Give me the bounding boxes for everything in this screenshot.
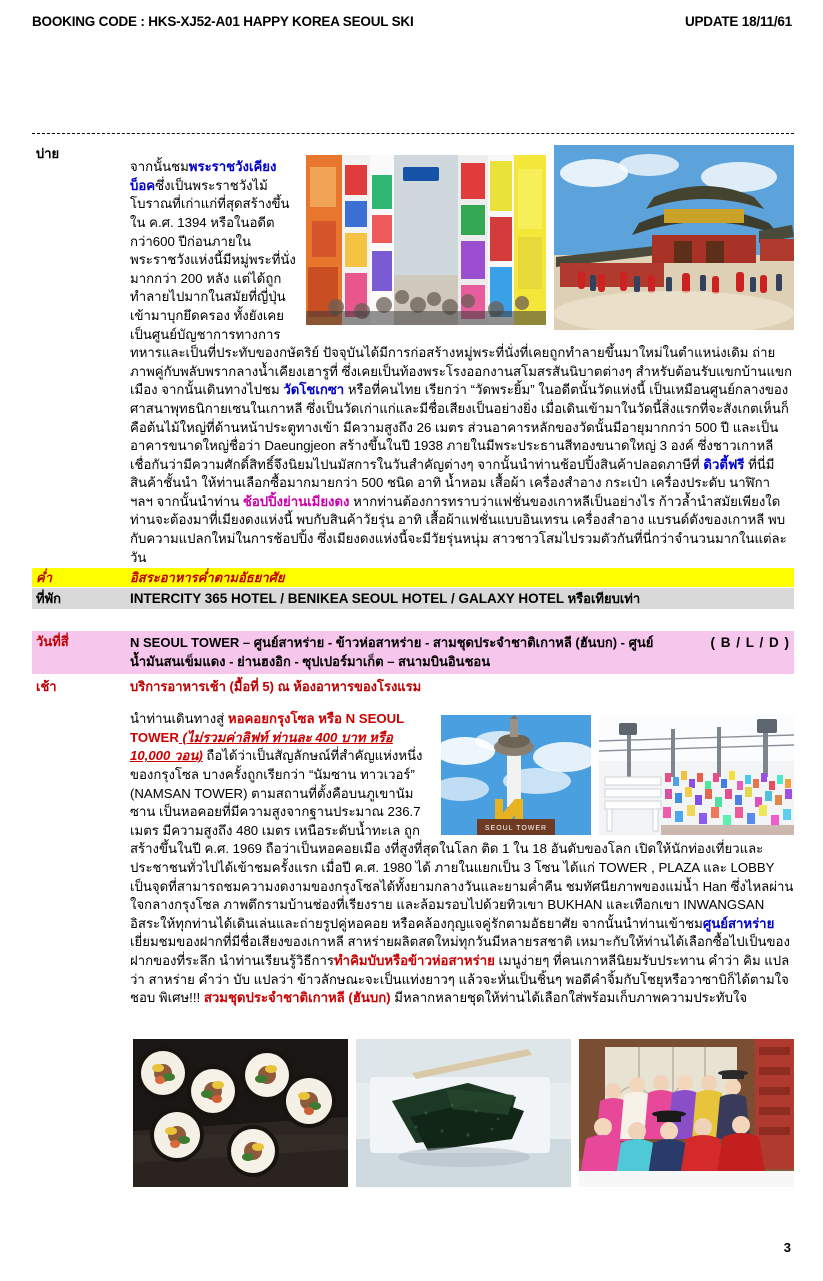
hotel-list: INTERCITY 365 HOTEL / BENIKEA SEOUL HOTEL / GALAXY HOTEL	[130, 590, 568, 606]
myeongdong-street-photo	[306, 155, 546, 325]
day4-title-line1: N SEOUL TOWER – ศูนย์สาหร่าย - ข้าวห่อสาหร่าย - สามชุดประจำชาติเกาหลี (ฮันบก) - ศูนย์	[130, 635, 654, 650]
dinner-label: ค่ำ	[36, 569, 52, 585]
gyeongbokgung-palace-photo	[554, 145, 794, 330]
morning-row	[32, 678, 794, 695]
afternoon-body	[130, 145, 794, 580]
page-number: 3	[783, 1240, 791, 1255]
afternoon-text-2: ซึ่งเป็นพระราชวังไม้โบราณที่เก่าแก่ที่สุดสร้างขึ้นใน ค.ศ. 1394 หรือในอดีตกว่า600 ปีก่อนภายในพระราชวังแห่งนี้มีหมู่พระที่นั่งมากกว่า 200 หลัง แต่ได้ถูกทำลายไปมากในสมัยที่ญี่ปุ่นเข้ามาบุกยึดครอง ทั้งยังเคยเป็นศูนย์บัญชาการทางการทหารและเป็นที่ประทับของกษัตริย์ ปัจจุบันได้มีการก่อสร้างหมู่พระที่นั่งที่เคยถูกทำลายขึ้นมาใหม่ในตำแหน่งเดิม ถ่ายภาพคู่กับพลับพรากลางน้ำเคียงเฮารูที่ ซึ่งเคยเป็นท้องพระโรงออกงานสโมสรสันนิบาตต่างๆ สำหรับต้อนรับแขกบ้านแขกเมือง จากนั้นเดินทางไปชม	[130, 177, 792, 398]
lift-fee-note: (ไม่รวมค่าลิฟท์ ท่านละ 400 บาท หรือ 10,000 วอน)	[130, 729, 393, 764]
day4-text-1: นำท่านเดินทางสู่	[130, 711, 228, 727]
kimbap-photo	[133, 1039, 348, 1187]
kimbap-highlight: ทำคิมบับหรือข้าวห่อสาหร่าย	[333, 952, 495, 968]
booking-code: BOOKING CODE : HKS-XJ52-A01 HAPPY KOREA SEOUL SKI	[32, 14, 414, 29]
myeongdong-highlight: ช้อปปิ้งย่านเมียงดง	[242, 493, 350, 509]
day4-text-2: ถือได้ว่าเป็นสัญลักษณ์ที่สำคัญแห่งหนึ่งของกรุงโซล บางครั้งถูกเรียกว่า “นัมซาน ทาวเวอร์” (NAMSAN TOWER) ตามสถานที่ตั้งคือบนภูเขานัมซาน เป็นหอคอยที่มีความสูงจากฐานประมาณ 236.7 เมตร มีความสูงถึง 480 เมตร เหนือระดับน้ำทะเล ถูกสร้างขึ้นในปี ค.ศ. 1969 ถือว่าเป็นหอคอยเมือ งที่สูงที่สุดในโลก ติด 1 ใน 18 อันดับของโลก เปิดให้นักท่องเที่ยวและประชาชนทั่วไปได้เข้าชมครั้งแรก เมื่อปี ค.ศ. 1980 ได้ ภายในแยกเป็น 3 โซน ได้แก่ TOWER , PLAZA และ LOBBY เป็นจุดที่สามารถชมความงดงามของกรุงโซลได้ทั้งยามกลางวันและยามค่ำคืน ชมทัศนียภาพของแม่น้ำ Han ซึ่งไหลผ่านใจกลางกรุงโซล ภาพตึกรามบ้านช่องที่เรียงราย และล้อมรอบไปด้วยทิวเขา BUKHAN และเทือกเขา INWANGSAN อิสระให้ทุกท่านได้เดินเล่นและถ่ายรูปคู่หอคอย หรือคล้องกุญแจคู่รักตามอัธยาศัย จากนั้นนำท่านเข้าชม	[130, 748, 794, 931]
hotel-names	[130, 590, 794, 608]
duty-free-highlight: ดิวตี้ฟรี	[703, 456, 745, 472]
dinner-row	[32, 568, 794, 587]
hotel-row	[32, 588, 794, 609]
page-header	[32, 14, 792, 29]
afternoon-section	[32, 145, 794, 580]
day4-text-4: เมนูง่ายๆ ที่คนเกาหลีนิยมรับประทาน คำว่า คิม แปลว่า สาหร่าย คำว่า บับ แปลว่า ข้าวลักษณะจะเป็นแท่งยาวๆ แล้วจะหั่นเป็นชิ้นๆ พอดีคำจิ้มกับโชยุหรือวาซาบิก็ได้ตามใจชอบ พิเศษ!!!	[130, 952, 790, 1006]
day4-label: วันที่สี่	[36, 634, 69, 649]
day4-text-3: เยี่ยมชมของฝากที่มีชื่อเสียงของเกาหลี สาหร่ายผลิตสดใหม่ทุกวันมีหลายรสชาติ เหมาะกับให้ท่านได้เลือกซื้อไปเป็นของฝากของที่ระลึก นำท่านเรียนรู้วิธีการ	[130, 934, 790, 968]
hotel-label: ที่พัก	[36, 590, 62, 606]
morning-text: บริการอาหารเช้า (มื้อที่ 5) ณ ห้องอาหารของโรงแรม	[130, 679, 422, 694]
afternoon-label: บ่าย	[36, 146, 60, 161]
day4-banner	[32, 631, 794, 674]
palace-highlight: พระราชวังเคียงบ็อค	[130, 159, 277, 193]
day4-itinerary	[130, 631, 794, 674]
morning-label: เช้า	[36, 679, 57, 694]
jogyesa-temple-highlight: วัดโชเกซา	[283, 382, 345, 398]
hanbok-highlight: สวมชุดประจำชาติเกาหลี (ฮันบก)	[203, 990, 391, 1006]
afternoon-text-1: จากนั้นชม	[130, 159, 189, 175]
love-locks-photo	[599, 715, 794, 835]
seaweed-center-highlight: ศูนย์สาหร่าย	[702, 915, 775, 931]
hanbok-group-photo	[579, 1039, 794, 1187]
n-seoul-tower-highlight: หอคอยกรุงโซล หรือ N SEOUL TOWER	[130, 711, 404, 745]
day4-body-spacer	[32, 697, 130, 1021]
day4-text-5: มีหลากหลายชุดให้ท่านได้เลือกใส่พร้อมเก็บภาพความประทับใจ	[390, 990, 748, 1006]
day4-body-section	[32, 697, 794, 1021]
afternoon-text-5: หากท่านต้องการทราบว่าแฟชั่นของเกาหลีเป็นอย่างไร ก้าวล้ำนำสมัยเพียงใด ท่านจะต้องมาที่เมียงดงแห่งนี้ พบกับสินค้าวัยรุ่น อาทิ เสื้อผ้าแฟชั่นแบบอินเทรน เครื่องสำอาง แบรนด์ดังของเกาหลี พบกับความแปลกใหม่ในการช้อปปิ้ง ซึ่งเมียงดงแห่งนี้จะมีวัยรุ่นหนุ่ม สาวชาวโสมไปรวมตัวกันที่นี่กว่าจำนวนมากในแต่ละวัน	[130, 493, 787, 565]
update-date: UPDATE 18/11/61	[684, 14, 792, 29]
afternoon-text-3: หรือที่คนไทย เรียกว่า “วัดพระยิ้ม” ในอดีตนั้นวัดแห่งนี้ เป็นเหมือนศูนย์กลางของศาสนาพุทธนิกายเซนในเกาหลี ซึ่งเป็นวัดเก่าแก่และมีชื่อเสียงเป็นอย่างยิ่ง เมื่อเดินเข้ามาในวัดนี้สิ่งแรกที่จะสังเกตเห็นก็คือต้นไม้ใหญ่ที่ด้านหน้าประตูทางเข้า มีความสูงถึง 26 เมตร ส่วนอาคารหลักของวัดนั้นมีอายุมากกว่า 500 ปี และเป็นอาคารขนาดใหญ่ชื่อว่า Daeungjeon สร้างขึ้นในปี 1938 ภายในมีพระประธานสีทองขนาดใหญ่ 3 องค์ ซึ่งชาวเกาหลีเชื่อกันว่ามีความศักดิ์สิทธิ์จึงนิยมไปนมัสการในวันสำคัญต่างๆ จากนั้นนำท่านช้อปปิ้งสินค้าปลอดภาษีที่	[130, 382, 789, 472]
afternoon-text-4: ที่นี่มีสินค้าชั้นนำ ให้ท่านเลือกซื้อมากมายกว่า 500 ชนิด อาทิ น้ำหอม เสื้อผ้า เครื่องสำอาง กระเป๋า เครื่องประดับ นาฬิกา ฯลฯ จากนั้นนำท่าน	[130, 456, 775, 509]
day4-title-line2: น้ำมันสนเข็มแดง - ย่านฮงอิก - ซุปเปอร์มาเก็ต – สนามบินอินชอน	[130, 654, 491, 669]
bottom-photo-strip	[133, 1039, 795, 1187]
seaweed-sheets-photo	[356, 1039, 571, 1187]
n-seoul-tower-photo	[441, 715, 591, 835]
dashed-separator	[32, 133, 794, 134]
svg-text:SEOUL TOWER: SEOUL TOWER	[484, 825, 548, 832]
hotel-equivalent-note: หรือเทียบเท่า	[567, 590, 641, 606]
dinner-text: อิสระอาหารค่ำตามอัธยาศัย	[130, 569, 285, 585]
day4-meal-code: ( B / L / D )	[710, 635, 790, 650]
day4-body	[130, 697, 794, 1021]
